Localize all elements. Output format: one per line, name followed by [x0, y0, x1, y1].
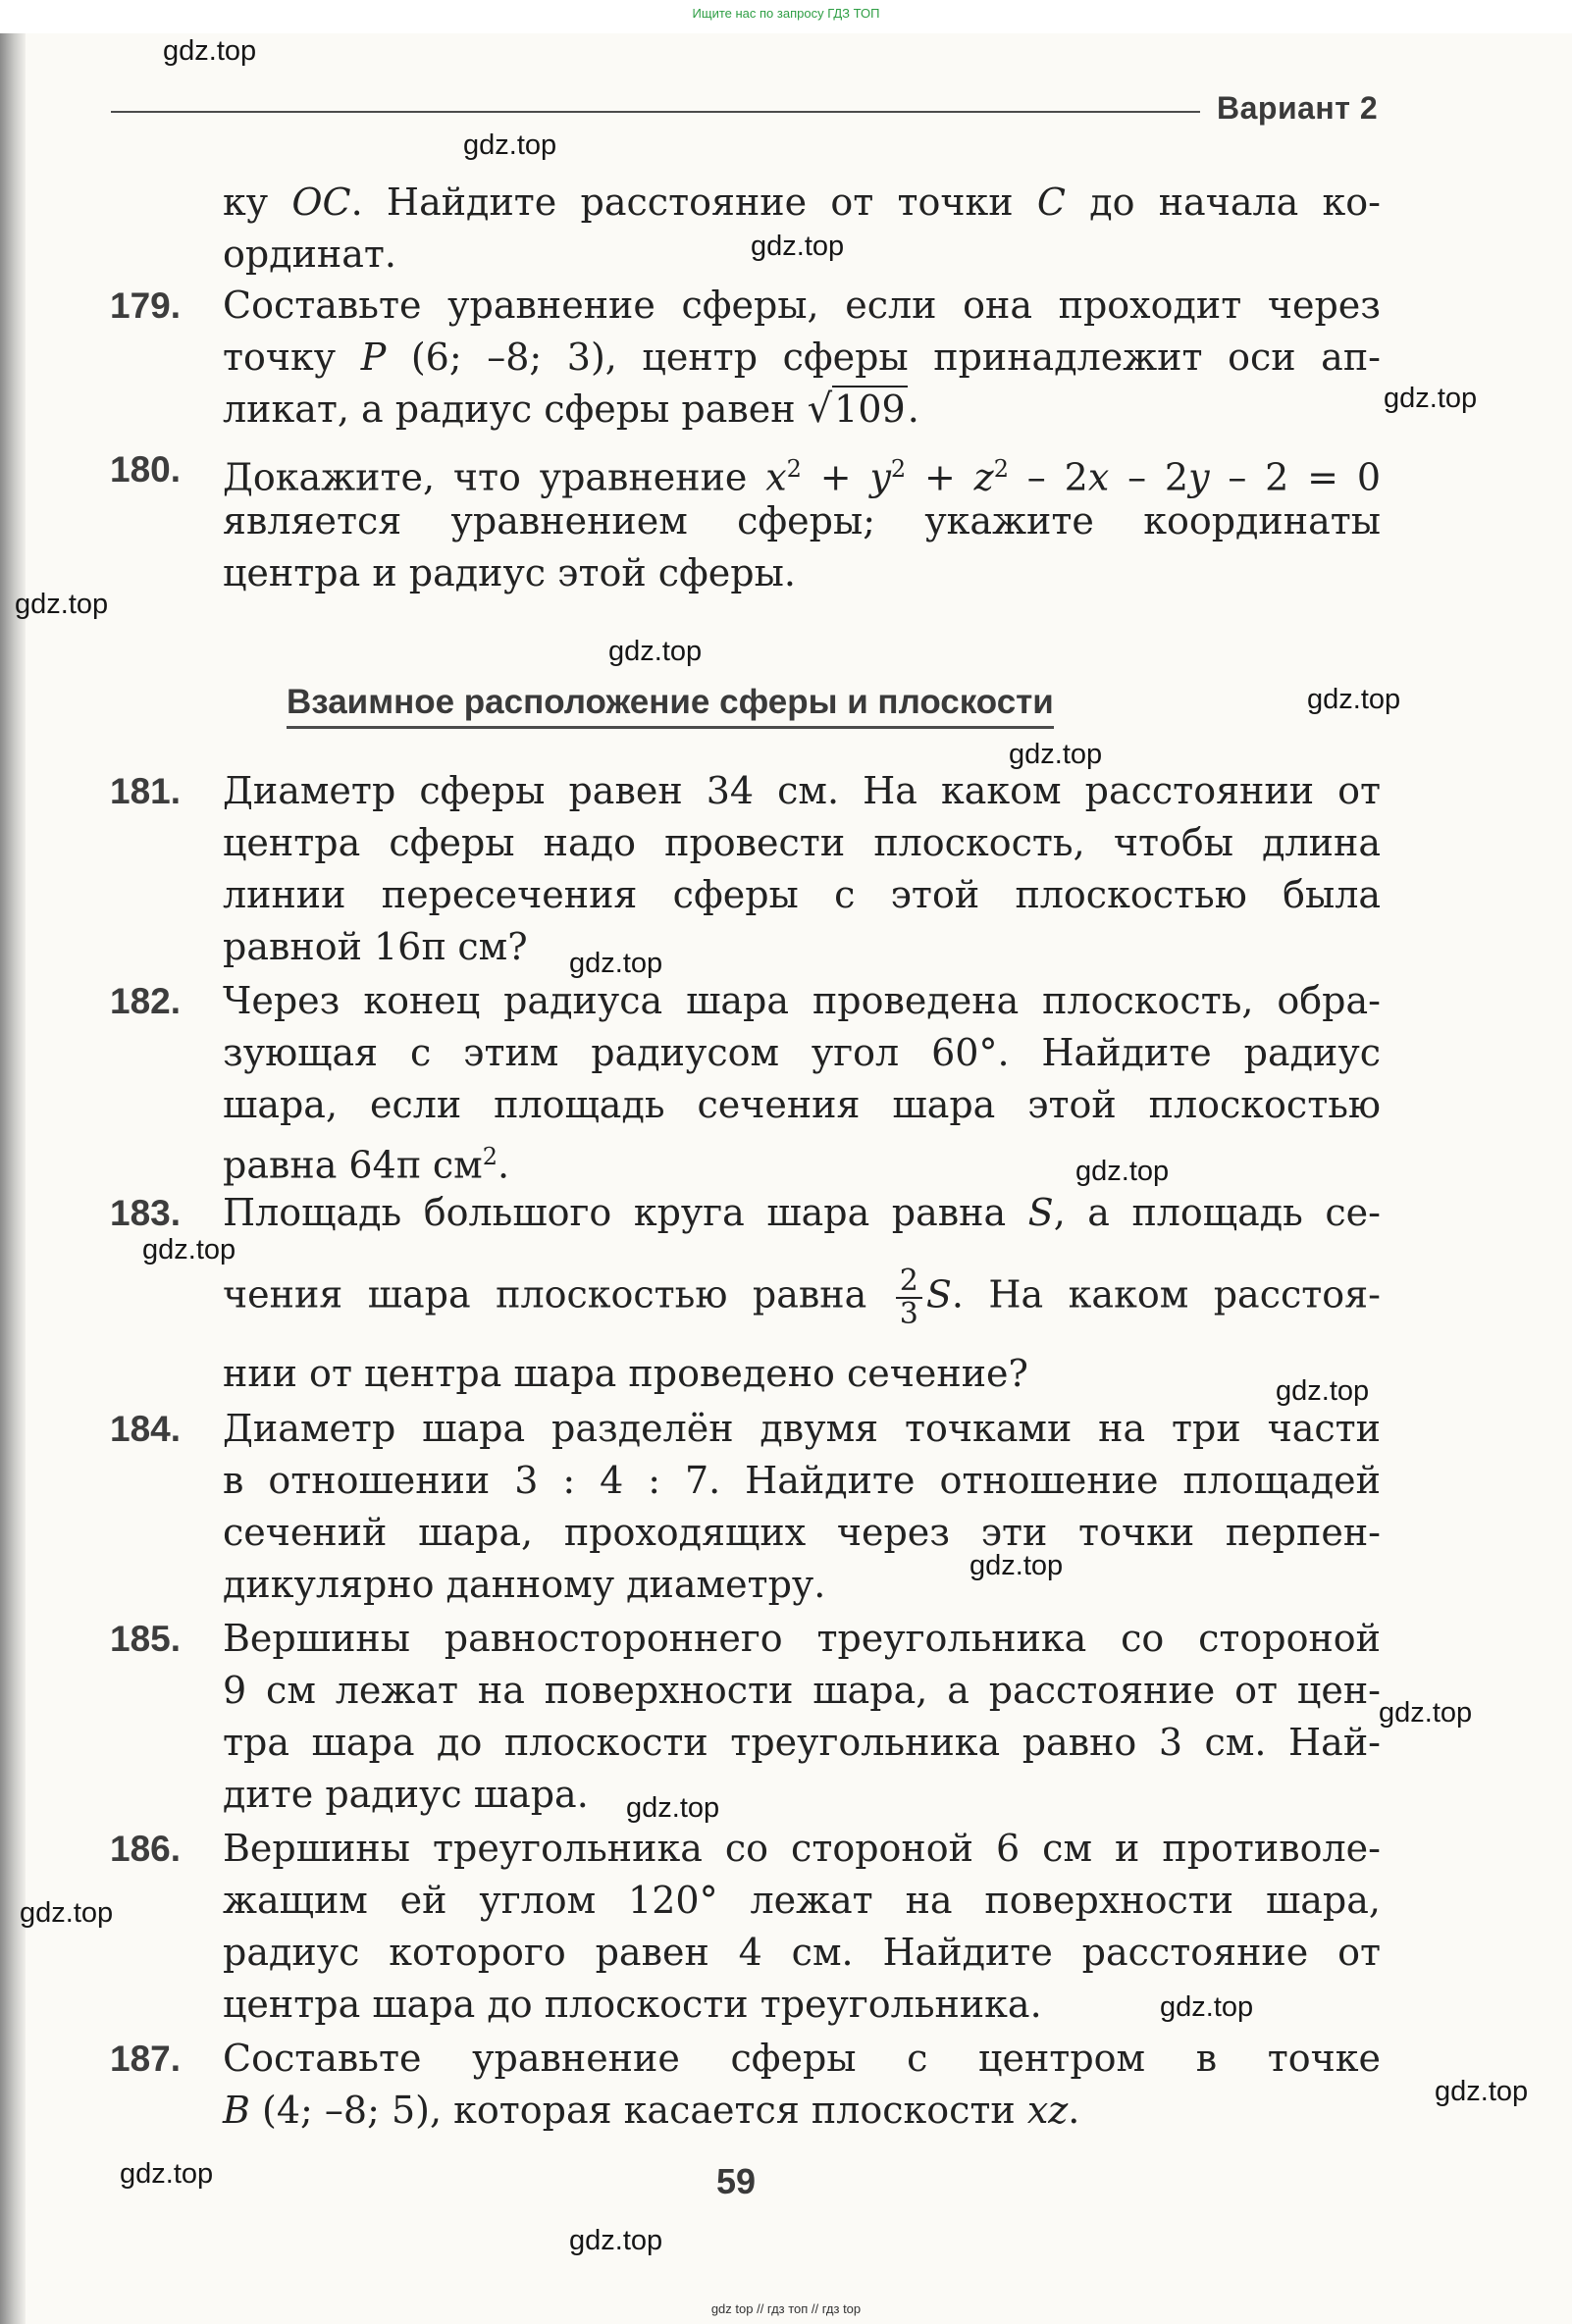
- watermark: gdz.top: [569, 948, 663, 979]
- variant-label: Вариант 2: [1217, 90, 1379, 126]
- watermark: gdz.top: [1075, 1156, 1170, 1187]
- watermark: gdz.top: [1276, 1375, 1370, 1407]
- problem-number-184: 184.: [110, 1409, 182, 1449]
- book-spine-shadow: [0, 0, 26, 2324]
- page-number: 59: [716, 2161, 757, 2201]
- problem-number-181: 181.: [110, 771, 182, 811]
- watermark: gdz.top: [969, 1550, 1064, 1581]
- problem-186-line-1: Вершины треугольника со стороной 6 см и противоле-: [223, 1827, 1381, 1870]
- problem-187-line-2: B (4; –8; 5), которая касается плоскости xz.: [223, 2089, 1080, 2132]
- watermark: gdz.top: [20, 1897, 114, 1929]
- watermark: gdz.top: [120, 2158, 214, 2190]
- problem-184-line-2: в отношении 3 : 4 : 7. Найдите отношение площадей: [223, 1459, 1381, 1502]
- problem-184-line-4: дикулярно данному диаметру.: [223, 1563, 826, 1606]
- problem-180-line-2: является уравнением сферы; укажите координаты: [223, 499, 1381, 542]
- watermark: gdz.top: [1379, 1697, 1473, 1729]
- problem-number-187: 187.: [110, 2039, 182, 2079]
- watermark: gdz.top: [569, 2225, 663, 2256]
- problem-182-line-4: равна 64π $см^2$.: [223, 1143, 510, 1187]
- watermark: gdz.top: [1435, 2076, 1529, 2107]
- intro-line-2: ординат.: [223, 232, 397, 276]
- problem-number-185: 185.: [110, 1619, 182, 1659]
- problem-182-line-3: шара, если площадь сечения шара этой плоскостью: [223, 1083, 1381, 1126]
- watermark: gdz.top: [1160, 1991, 1254, 2023]
- problem-179-line-3: ликат, а радиус сферы равен √109.: [223, 384, 919, 436]
- sqrt-109: √109: [807, 387, 906, 432]
- section-title: Взаимное расположение сферы и плоскости: [287, 683, 1054, 729]
- watermark: gdz.top: [608, 636, 703, 667]
- problem-180-line-3: центра и радиус этой сферы.: [223, 551, 796, 594]
- problem-181-line-2: центра сферы надо провести плоскость, чтобы длина: [223, 821, 1381, 864]
- problem-185-line-2: 9 см лежат на поверхности шара, а расстояние от цен-: [223, 1669, 1381, 1712]
- problem-186-line-3: радиус которого равен 4 см. Найдите расстояние от: [223, 1931, 1381, 1974]
- problem-184-line-3: сечений шара, проходящих через эти точки перпен-: [223, 1511, 1381, 1554]
- problem-181-line-4: равной 16π см?: [223, 925, 528, 968]
- problem-186-line-2: жащим ей углом 120° лежат на поверхности шара,: [223, 1879, 1381, 1922]
- problem-180-line-1: Докажите, что уравнение $x^2 + y^2 + z^2 - 2x - 2y - 2 = 0$: [223, 455, 1382, 499]
- problem-number-182: 182.: [110, 981, 182, 1021]
- watermark: gdz.top: [142, 1234, 236, 1265]
- header-rule: [111, 111, 1200, 113]
- problem-184-line-1: Диаметр шара разделён двумя точками на три части: [223, 1407, 1381, 1450]
- problem-179-line-1: Составьте уравнение сферы, если она проходит через: [223, 284, 1381, 327]
- problem-181-line-1: Диаметр сферы равен 34 см. На каком расстоянии от: [223, 769, 1381, 812]
- problem-185-line-4: дите радиус шара.: [223, 1773, 589, 1816]
- problem-182-line-2: зующая с этим радиусом угол 60°. Найдите радиус: [223, 1031, 1381, 1074]
- problem-183-line-1: Площадь большого круга шара равна S, а площадь се-: [223, 1191, 1381, 1234]
- problem-number-186: 186.: [110, 1829, 182, 1869]
- watermark: gdz.top: [463, 129, 557, 161]
- problem-number-180: 180.: [110, 449, 182, 490]
- watermark: gdz.top: [1307, 684, 1401, 715]
- watermark: gdz.top: [163, 35, 257, 67]
- problem-185-line-1: Вершины равностороннего треугольника со стороной: [223, 1617, 1381, 1660]
- top-search-note: Ищите нас по запросу ГДЗ ТОП: [692, 6, 880, 21]
- problem-185-line-3: тра шара до плоскости треугольника равно 3 см. Най-: [223, 1721, 1381, 1764]
- footer-note: gdz top // гдз топ // гдз top: [710, 2301, 862, 2316]
- problem-187-line-1: Составьте уравнение сферы с центром в точке: [223, 2037, 1381, 2080]
- watermark: gdz.top: [1009, 739, 1103, 770]
- problem-number-183: 183.: [110, 1193, 182, 1233]
- fraction-two-thirds: $\frac{2}{3}$: [896, 1265, 922, 1330]
- problem-181-line-3: линии пересечения сферы с этой плоскостью была: [223, 873, 1381, 916]
- problem-183-line-3: нии от центра шара проведено сечение?: [223, 1352, 1028, 1395]
- watermark: gdz.top: [1384, 383, 1478, 414]
- problem-179-line-2: точку P (6; –8; 3), центр сферы принадлежит оси ап-: [223, 336, 1381, 379]
- problem-186-line-4: центра шара до плоскости треугольника.: [223, 1983, 1042, 2026]
- watermark: gdz.top: [626, 1792, 720, 1824]
- problem-182-line-1: Через конец радиуса шара проведена плоскость, обра-: [223, 979, 1381, 1022]
- problem-number-179: 179.: [110, 285, 182, 326]
- problem-183-line-2: чения шара плоскостью равна $\frac{2}{3}$ S. На каком расстоя-: [223, 1264, 1381, 1331]
- watermark: gdz.top: [15, 589, 109, 620]
- intro-line-1: ку OC. Найдите расстояние от точки C до начала ко-: [223, 181, 1381, 224]
- top-banner: [0, 0, 1572, 33]
- watermark: gdz.top: [751, 231, 845, 262]
